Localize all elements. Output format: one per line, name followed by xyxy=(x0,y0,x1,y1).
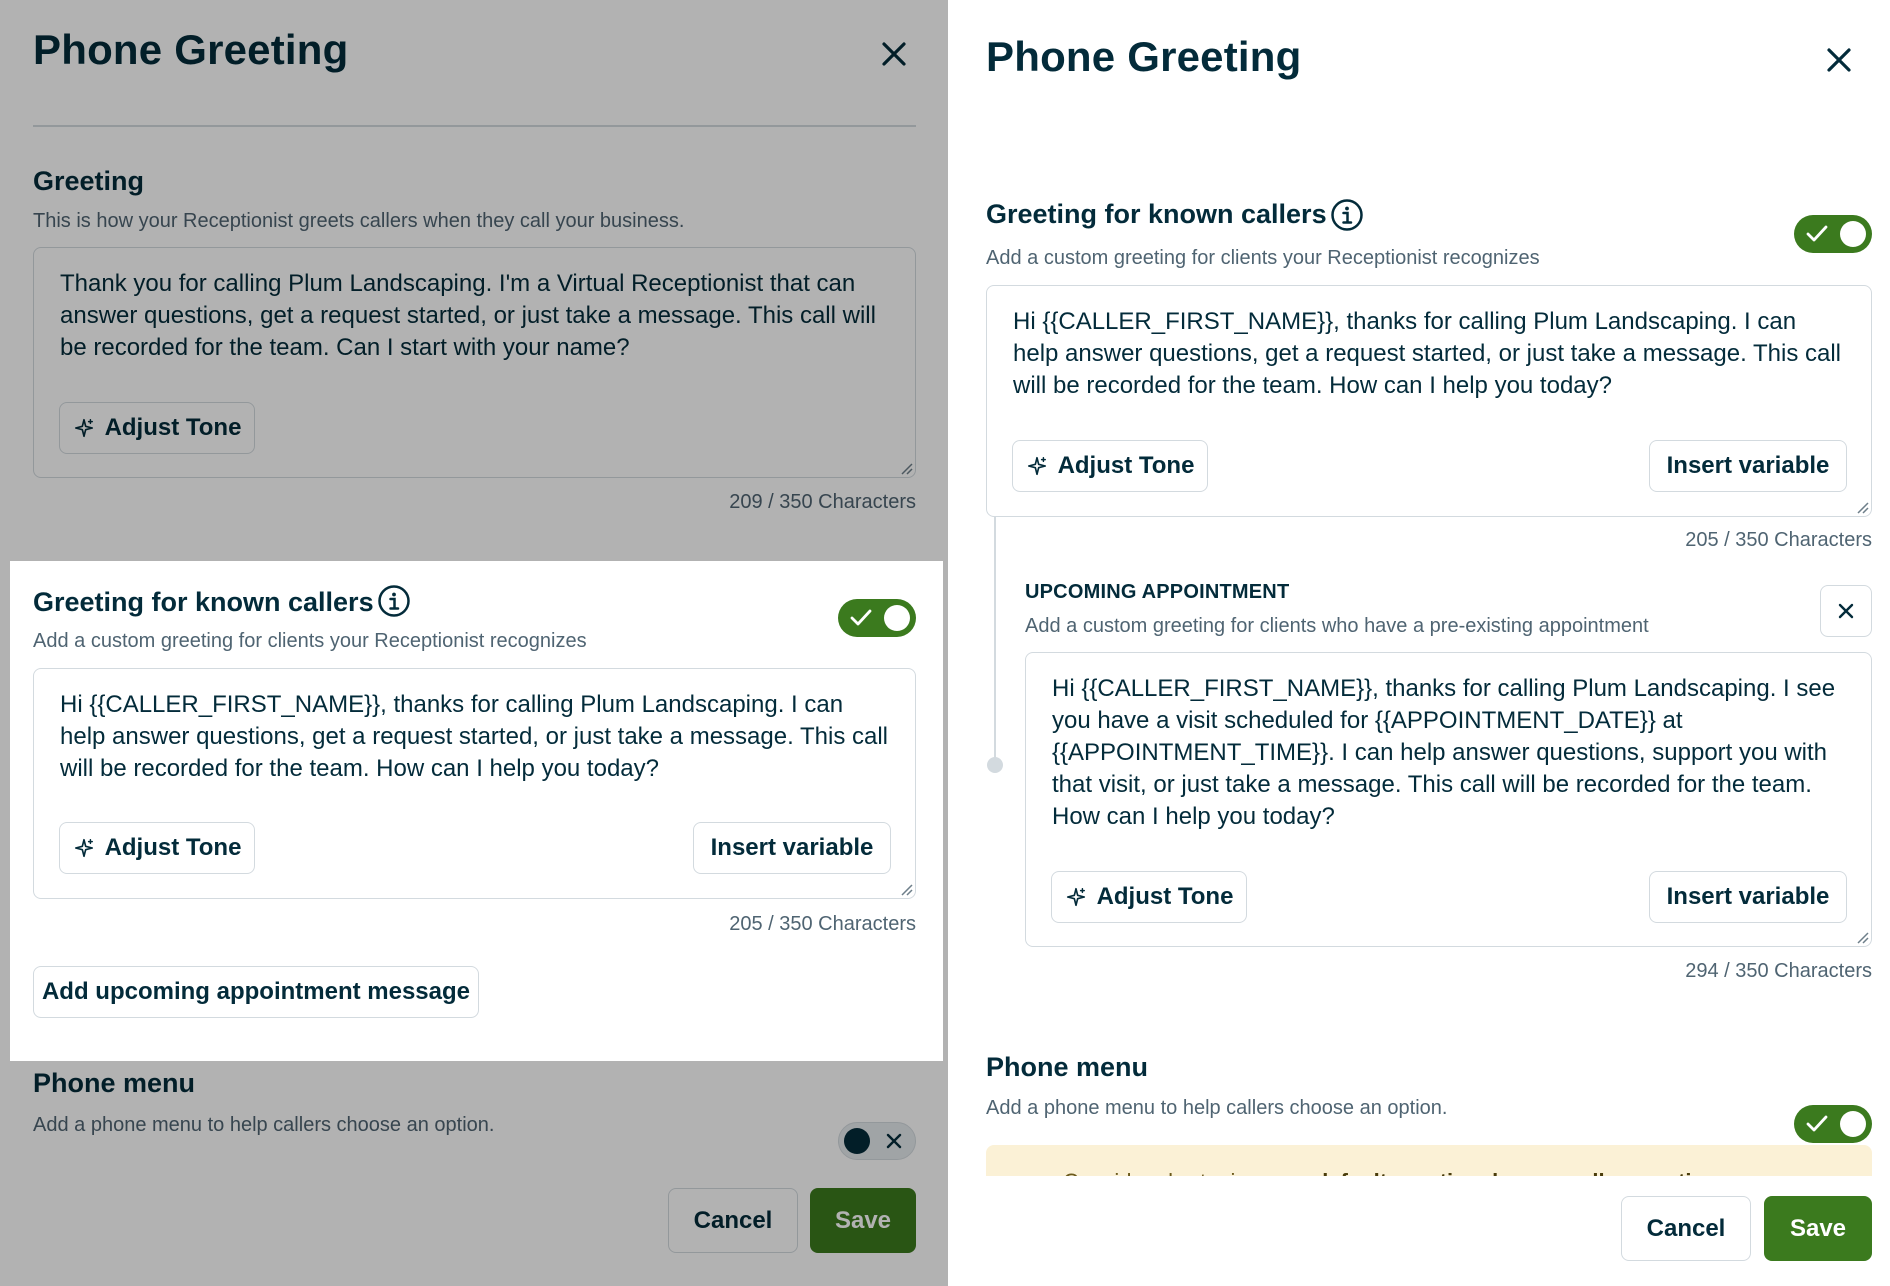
known-callers-counter: 205 / 350 Characters xyxy=(1685,529,1872,551)
known-callers-counter: 205 / 350 Characters xyxy=(729,913,916,935)
cancel-button[interactable]: Cancel xyxy=(1621,1196,1751,1261)
adjust-tone-label: Adjust Tone xyxy=(1096,883,1234,910)
phone-menu-heading: Phone menu xyxy=(33,1068,196,1098)
save-button[interactable]: Save xyxy=(1764,1196,1872,1261)
upcoming-appointment-textarea[interactable] xyxy=(1025,652,1872,947)
add-appointment-message-button[interactable]: Add upcoming appointment message xyxy=(33,966,479,1018)
sparkle-icon xyxy=(1065,886,1087,908)
dialog-title: Phone Greeting xyxy=(33,26,349,73)
adjust-tone-button[interactable] xyxy=(59,822,255,874)
close-icon xyxy=(886,1133,902,1149)
adjust-tone-label: Adjust Tone xyxy=(1057,452,1195,479)
greeting-textarea[interactable] xyxy=(33,247,916,478)
insert-variable-button[interactable]: Insert variable xyxy=(1649,871,1847,923)
adjust-tone-button[interactable] xyxy=(1012,440,1208,492)
adjust-tone-label: Adjust Tone xyxy=(104,414,242,441)
upcoming-appointment-heading: UPCOMING APPOINTMENT xyxy=(1025,581,1290,603)
upcoming-appointment-description: Add a custom greeting for clients who have a pre-existing appointment xyxy=(1025,615,1649,637)
sparkle-icon xyxy=(73,837,95,859)
upcoming-appointment-text[interactable]: Hi {{CALLER_FIRST_NAME}}, thanks for calling Plum Landscaping. I see you have a visit scheduled for {{APPOINTMENT_DATE}} at {{APPOINTMENT_TIME}}. I can help answer questions, support you with that visit, or just take a message. This call will be recorded for the team. How can I help you today? xyxy=(1052,675,1836,830)
check-icon xyxy=(1806,224,1828,244)
connector-line xyxy=(994,517,996,765)
adjust-tone-button[interactable] xyxy=(1051,871,1247,923)
adjust-tone-label: Adjust Tone xyxy=(104,834,242,861)
known-callers-toggle[interactable] xyxy=(838,599,916,637)
greeting-heading: Greeting xyxy=(33,166,145,196)
panel-divider xyxy=(948,0,956,1286)
insert-variable-button[interactable]: Insert variable xyxy=(693,822,891,874)
greeting-text[interactable]: Thank you for calling Plum Landscaping. I'm a Virtual Receptionist that can answer questions, get a request started, or just take a message. This call will be recorded for the team. Can I start with your name? xyxy=(60,270,876,361)
save-button[interactable]: Save xyxy=(810,1188,916,1253)
info-icon[interactable] xyxy=(1330,198,1364,232)
sparkle-icon xyxy=(1026,455,1048,477)
modal-overlay xyxy=(0,561,10,1061)
greeting-counter: 209 / 350 Characters xyxy=(729,491,916,513)
cancel-button[interactable]: Cancel xyxy=(668,1188,798,1253)
close-icon[interactable] xyxy=(1821,42,1857,78)
greeting-description: This is how your Receptionist greets callers when they call your business. xyxy=(33,210,685,232)
known-callers-textarea[interactable] xyxy=(33,668,916,899)
known-callers-text[interactable]: Hi {{CALLER_FIRST_NAME}}, thanks for calling Plum Landscaping. I can help answer questions, get a request started, or just take a message. This call will be recorded for the team. How can I help you today? xyxy=(1013,308,1841,399)
phone-menu-description: Add a phone menu to help callers choose an option. xyxy=(33,1114,495,1136)
dialog-footer xyxy=(956,1176,1890,1286)
known-callers-description: Add a custom greeting for clients your Receptionist recognizes xyxy=(33,630,587,652)
adjust-tone-button[interactable] xyxy=(59,402,255,454)
toggle-knob xyxy=(844,1128,870,1154)
toggle-knob xyxy=(1840,221,1866,247)
phone-menu-heading: Phone menu xyxy=(986,1052,1149,1082)
phone-menu-toggle[interactable] xyxy=(838,1122,916,1160)
known-callers-heading: Greeting for known callers xyxy=(33,587,374,617)
resize-handle-icon[interactable] xyxy=(1853,928,1869,944)
resize-handle-icon[interactable] xyxy=(897,459,913,475)
check-icon xyxy=(1806,1114,1828,1134)
dialog-title: Phone Greeting xyxy=(986,33,1302,80)
known-callers-textarea[interactable] xyxy=(986,285,1872,517)
resize-handle-icon[interactable] xyxy=(1853,498,1869,514)
sparkle-icon xyxy=(73,417,95,439)
check-icon xyxy=(850,608,872,628)
known-callers-text[interactable]: Hi {{CALLER_FIRST_NAME}}, thanks for calling Plum Landscaping. I can help answer questions, get a request started, or just take a message. This call will be recorded for the team. How can I help you today? xyxy=(60,691,888,782)
known-callers-toggle[interactable] xyxy=(1794,215,1872,253)
resize-handle-icon[interactable] xyxy=(897,880,913,896)
right-dialog xyxy=(956,0,1890,1286)
close-icon[interactable] xyxy=(876,36,912,72)
header-divider xyxy=(33,125,916,127)
insert-variable-button[interactable]: Insert variable xyxy=(1649,440,1847,492)
remove-appointment-button[interactable] xyxy=(1820,585,1872,637)
info-icon[interactable] xyxy=(377,584,411,618)
close-icon xyxy=(1836,601,1856,621)
toggle-knob xyxy=(1840,1111,1866,1137)
phone-menu-toggle[interactable] xyxy=(1794,1105,1872,1143)
known-callers-description: Add a custom greeting for clients your Receptionist recognizes xyxy=(986,247,1540,269)
phone-menu-description: Add a phone menu to help callers choose an option. xyxy=(986,1097,1448,1119)
known-callers-heading: Greeting for known callers xyxy=(986,199,1327,229)
upcoming-appointment-counter: 294 / 350 Characters xyxy=(1685,960,1872,982)
toggle-knob xyxy=(884,605,910,631)
connector-dot xyxy=(987,757,1003,773)
